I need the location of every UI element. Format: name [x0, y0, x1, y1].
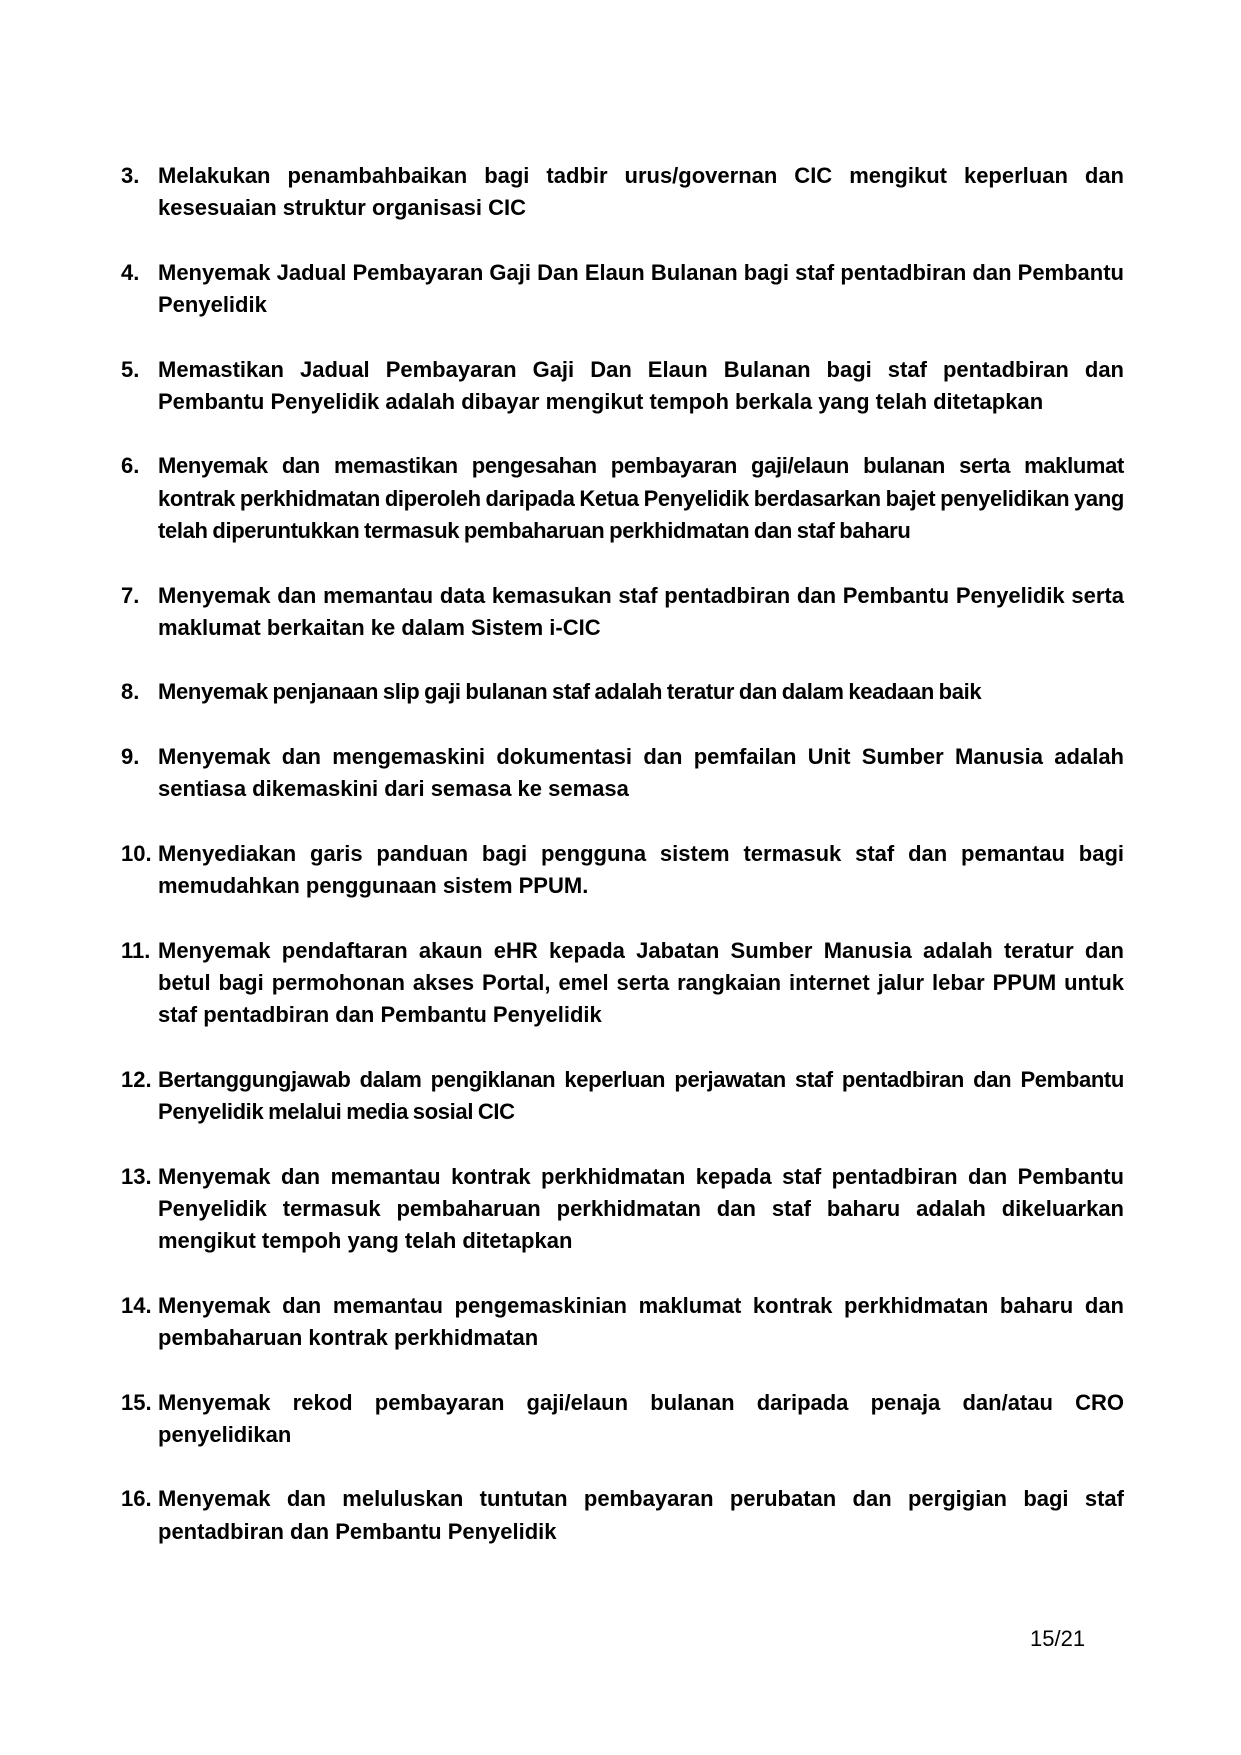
list-item — [121, 1387, 1124, 1452]
duties-list — [121, 160, 1124, 1580]
item-number: 9. — [121, 743, 140, 769]
item-text: Menyemak dan meluluskan tuntutan pembayaran perubatan dan pergigian bagi staf pentadbiran dan Pembantu Penyelidik — [158, 1486, 1124, 1544]
item-text: Menyemak dan memantau data kemasukan staf pentadbiran dan Pembantu Penyelidik serta maklumat berkaitan ke dalam Sistem i-CIC — [158, 582, 1124, 641]
item-text: Melakukan penambahbaikan bagi tadbir urus/governan CIC mengikut keperluan dan kesesuaian struktur organisasi CIC — [158, 163, 1124, 221]
list-item — [121, 580, 1124, 645]
item-number: 15. — [121, 1389, 152, 1415]
list-item — [121, 1161, 1124, 1258]
item-text: Menyemak dan memantau pengemaskinian maklumat kontrak perkhidmatan baharu dan pembaharuan kontrak perkhidmatan — [158, 1292, 1124, 1351]
list-item — [121, 160, 1124, 225]
item-number: 3. — [121, 163, 140, 188]
item-number: 7. — [121, 582, 140, 608]
item-number: 11. — [121, 937, 151, 963]
list-item — [121, 838, 1124, 903]
item-number: 16. — [121, 1486, 152, 1512]
item-text: Menyemak Jadual Pembayaran Gaji Dan Elaun Bulanan bagi staf pentadbiran dan Pembantu Penyelidik — [158, 259, 1124, 318]
item-text: Menyemak dan mengemaskini dokumentasi dan pemfailan Unit Sumber Manusia adalah sentiasa dikemaskini dari semasa ke semasa — [158, 743, 1124, 802]
item-number: 10. — [121, 840, 152, 866]
list-item — [121, 1290, 1124, 1355]
item-text: Menyediakan garis panduan bagi pengguna sistem termasuk staf dan pemantau bagi memudahkan penggunaan sistem PPUM. — [158, 840, 1124, 899]
list-item — [121, 1483, 1124, 1548]
item-number: 4. — [121, 259, 140, 285]
item-text: Menyemak rekod pembayaran gaji/elaun bulanan daripada penaja dan/atau CRO penyelidikan — [158, 1389, 1124, 1447]
list-item — [121, 741, 1124, 806]
item-text: Menyemak penjanaan slip gaji bulanan staf adalah teratur dan dalam keadaan baik — [158, 679, 982, 705]
item-number: 8. — [121, 679, 140, 705]
list-item — [121, 676, 1124, 708]
item-number: 14. — [121, 1292, 152, 1318]
item-text: Menyemak pendaftaran akaun eHR kepada Jabatan Sumber Manusia adalah teratur dan betul bagi permohonan akses Portal, emel serta rangkaian internet jalur lebar PPUM untuk staf pentadbiran dan Pembantu Penyelidik — [158, 937, 1124, 1028]
item-text: Menyemak dan memantau kontrak perkhidmatan kepada staf pentadbiran dan Pembantu Penyelidik termasuk pembaharuan perkhidmatan dan staf baharu adalah dikeluarkan mengikut tempoh yang telah ditetapkan — [158, 1163, 1124, 1254]
item-text: Bertanggungjawab dalam pengiklanan keperluan perjawatan staf pentadbiran dan Pembantu Penyelidik melalui media sosial CIC — [158, 1066, 1124, 1125]
list-item — [121, 257, 1124, 322]
page-number: 15/21 — [1030, 1626, 1086, 1651]
item-number: 5. — [121, 356, 140, 382]
list-item — [121, 354, 1124, 419]
list-item — [121, 935, 1124, 1032]
list-item — [121, 450, 1124, 547]
item-number: 13. — [121, 1163, 152, 1189]
list-item — [121, 1064, 1124, 1129]
item-number: 6. — [121, 453, 140, 479]
item-text: Memastikan Jadual Pembayaran Gaji Dan Elaun Bulanan bagi staf pentadbiran dan Pembantu Penyelidik adalah dibayar mengikut tempoh berkala yang telah ditetapkan — [158, 356, 1124, 415]
item-number: 12. — [121, 1066, 152, 1092]
item-text: Menyemak dan memastikan pengesahan pembayaran gaji/elaun bulanan serta maklumat kontrak perkhidmatan diperoleh daripada Ketua Penyelidik berdasarkan bajet penyelidikan yang telah diperuntukkan termasuk pembaharuan perkhidmatan dan staf baharu — [158, 453, 1124, 544]
